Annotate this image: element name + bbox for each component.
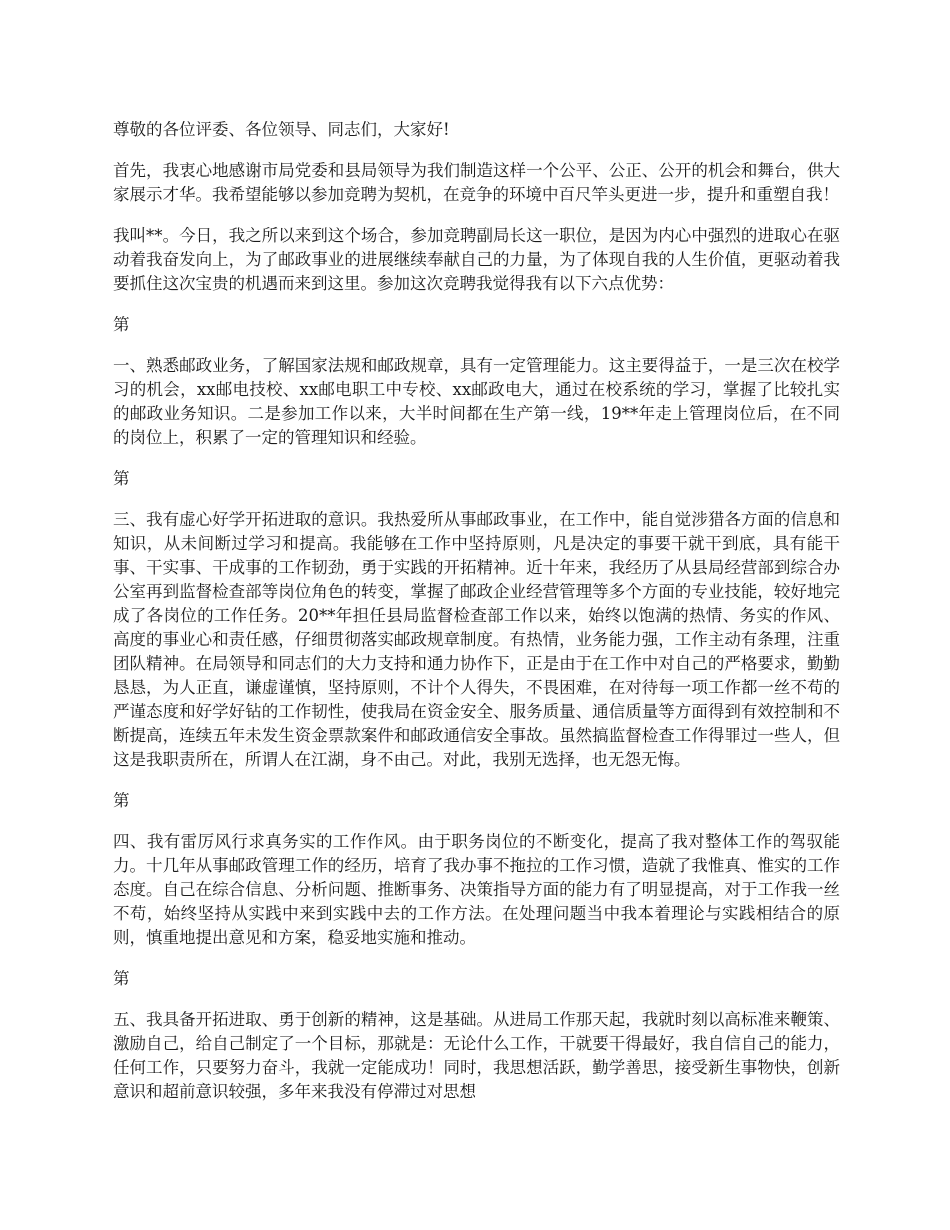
self-introduction-paragraph: 我叫**。今日，我之所以来到这个场合，参加竞聘副局长这一职位，是因为内心中强烈的进取心在驱动着我奋发向上，为了邮政事业的进展继续奉献自己的力量，为了体现自我的人生价值，更驱动着我要抓住这次宝贵的机遇而来到这里。参加这次竞聘我觉得我有以下六点优势： (113, 226, 840, 293)
advantage-one-paragraph: 一、熟悉邮政业务，了解国家法规和邮政规章，具有一定管理能力。这主要得益于，一是三次在校学习的机会，xx邮电技校、xx邮电职工中专校、xx邮政电大，通过在校系统的学习，掌握了比较扎实的邮政业务知识。二是参加工作以来，大半时间都在生产第一线，19**年走上管理岗位后，在不同的岗位上，积累了一定的管理知识和经验。 (113, 356, 840, 447)
advantage-five-paragraph: 五、我具备开拓进取、勇于创新的精神，这是基础。从进局工作那天起，我就时刻以高标准来鞭策、激励自己，给自己制定了一个目标，那就是：无论什么工作，干就要干得最好，我自信自己的能力，任何工作，只要努力奋斗，我就一定能成功！同时，我思想活跃，勤学善思，接受新生事物快，创新意识和超前意识较强，多年来我没有停滞过对思想 (113, 1010, 840, 1101)
document-page (113, 118, 840, 1121)
greeting-paragraph: 尊敬的各位评委、各位领导、同志们，大家好! (113, 120, 450, 139)
section-marker: 第 (113, 791, 130, 810)
section-marker: 第 (113, 969, 130, 988)
section-marker: 第 (113, 469, 130, 488)
advantage-four-paragraph: 四、我有雷厉风行求真务实的工作作风。由于职务岗位的不断变化，提高了我对整体工作的驾驭能力。十几年从事邮政管理工作的经历，培育了我办事不拖拉的工作习惯，造就了我惟真、惟实的工作态度。自己在综合信息、分析问题、推断事务、决策指导方面的能力有了明显提高，对于工作我一丝不苟，始终坚持从实践中来到实践中去的工作方法。在处理问题当中我本着理论与实践相结合的原则，慎重地提出意见和方案，稳妥地实施和推动。 (113, 832, 840, 947)
section-marker: 第 (113, 315, 130, 334)
advantage-three-paragraph: 三、我有虚心好学开拓进取的意识。我热爱所从事邮政事业，在工作中，能自觉涉猎各方面的信息和知识，从未间断过学习和提高。我能够在工作中坚持原则，凡是决定的事要干就干到底，具有能干事、干实事、干成事的工作韧劲，勇于实践的开拓精神。近十年来，我经历了从县局经营部到综合办公室再到监督检查部等岗位角色的转变，掌握了邮政企业经营管理等多个方面的专业技能，较好地完成了各岗位的工作任务。20**年担任县局监督检查部工作以来，始终以饱满的热情、务实的作风、高度的事业心和责任感，仔细贯彻落实邮政规章制度。有热情，业务能力强，工作主动有条理，注重团队精神。在局领导和同志们的大力支持和通力协作下，正是由于在工作中对自己的严格要求，勤勤恳恳，为人正直，谦虚谨慎，坚持原则，不计个人得失，不畏困难，在对待每一项工作都一丝不苟的严谨态度和好学好钻的工作韧性，使我局在资金安全、服务质量、通信质量等方面得到有效控制和不断提高，连续五年未发生资金票款案件和邮政通信安全事故。虽然搞监督检查工作得罪过一些人，但这是我职责所在，所谓人在江湖，身不由己。对此，我别无选择，也无怨无悔。 (113, 510, 840, 769)
intro-paragraph: 首先，我衷心地感谢市局党委和县局领导为我们制造这样一个公平、公正、公开的机会和舞台，供大家展示才华。我希望能够以参加竞聘为契机，在竞争的环境中百尺竿头更进一步，提升和重塑自我！ (113, 161, 840, 204)
